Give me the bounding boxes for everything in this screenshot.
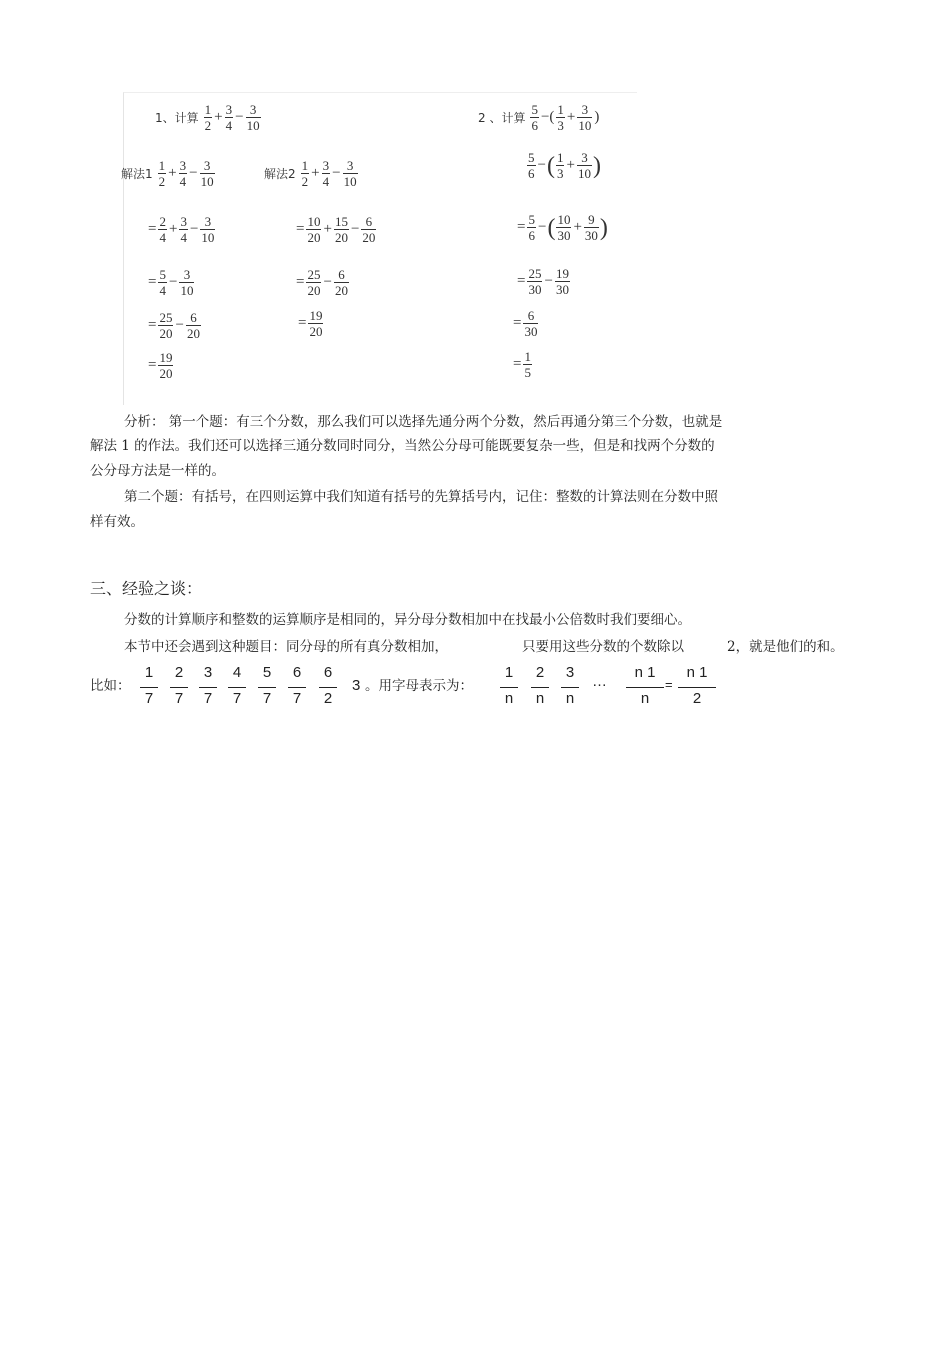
method-2-step-3: = $\frac{19}{20}$ xyxy=(298,308,323,339)
method-1-step-3: = $\frac{25}{20}$ − $\frac{6}{20}$ xyxy=(148,310,200,341)
problem-2-step-3: = $\frac{6}{30}$ xyxy=(513,308,538,339)
analysis-line-2: 解法 1 的作法。我们还可以选择三通分数同时同分，当然公分母可能既要复杂一些，但是和找两个分数的 xyxy=(90,438,715,454)
method-2-step-1: = $\frac{10}{20}$ + $\frac{15}{20}$ − $\frac{6}{20}$ xyxy=(296,214,376,245)
problem-2-step-4: = $\frac{1}{5}$ xyxy=(513,349,531,380)
ex-den: 7 xyxy=(203,690,213,707)
n-num: 2 xyxy=(535,664,545,681)
n-frac-2-num: n 1 xyxy=(686,664,708,681)
ex-num: 3 xyxy=(203,664,213,681)
ex-num: 2 xyxy=(174,664,184,681)
n-frac-2-den: 2 xyxy=(692,690,702,707)
n-num: 3 xyxy=(565,664,575,681)
n-frac-1-den: n xyxy=(640,690,650,707)
problem-2-step-0: 5 6 − ( 1 3 + $\frac{3}{10}$ ) xyxy=(528,150,601,181)
experience-line-2b: 只要用这些分数的个数除以 xyxy=(522,639,684,655)
ex-den: 7 xyxy=(232,690,242,707)
analysis-line-5: 样有效。 xyxy=(90,514,144,530)
ex-num: 6 xyxy=(323,664,333,681)
n-num: 1 xyxy=(504,664,514,681)
method-1-step-0: 解法1 1 2 + $\frac{3}{4}$ − $\frac{3}{10}$ xyxy=(121,158,214,189)
ellipsis: … xyxy=(592,673,607,690)
n-frac-1-num: n 1 xyxy=(634,664,656,681)
n-den: n xyxy=(535,690,545,707)
ex-den: 2 xyxy=(323,690,333,707)
ex-den: 7 xyxy=(174,690,184,707)
ex-den: 7 xyxy=(144,690,154,707)
analysis-line-3: 公分母方法是一样的。 xyxy=(90,463,225,479)
experience-line-2c: 2，就是他们的和。 xyxy=(727,639,844,655)
experience-line-2a: 本节中还会遇到这种题目：同分母的所有真分数相加， xyxy=(124,639,448,655)
n-den: n xyxy=(504,690,514,707)
experience-line-1: 分数的计算顺序和整数的运算顺序是相同的，异分母分数相加中在找最小公倍数时我们要细心。 xyxy=(124,612,691,628)
equals-sign: = xyxy=(665,677,673,692)
problem-2: 2 、计算 5 6 −( 1 3 + $\frac{3}{10}$ ) xyxy=(478,102,600,133)
method-2-step-0: 解法2 1 2 + $\frac{3}{4}$ − $\frac{3}{10}$ xyxy=(264,158,357,189)
method-1-step-4: = $\frac{19}{20}$ xyxy=(148,350,173,381)
ex-den: 7 xyxy=(292,690,302,707)
ex-num: 5 xyxy=(262,664,272,681)
method-2-label: 解法2 xyxy=(264,167,296,181)
method-1-label: 解法1 xyxy=(121,167,153,181)
method-2-step-2: = $\frac{25}{20}$ − $\frac{6}{20}$ xyxy=(296,267,348,298)
letter-label: 。用字母表示为： xyxy=(365,678,473,694)
section-heading: 三、经验之谈： xyxy=(90,579,203,598)
problem-2-step-1: = $\frac{5}{6}$ − ( 10 30 + $\frac{9}{30}$ ) xyxy=(517,212,608,243)
ex-den: 7 xyxy=(262,690,272,707)
example-result: 3 xyxy=(352,677,361,694)
problem-2-label: 2 、计算 xyxy=(478,111,526,125)
ex-num: 4 xyxy=(232,664,242,681)
ex-num: 6 xyxy=(292,664,302,681)
ex-num: 1 xyxy=(144,664,154,681)
problem-1-label: 1、计算 xyxy=(155,111,199,125)
n-den: n xyxy=(565,690,575,707)
problem-1: 1、计算 1 2 + $\frac{3}{4}$ − $\frac{3}{10}$ xyxy=(155,102,260,133)
method-1-step-1: = $\frac{2}{4}$ + $\frac{3}{4}$ − $\frac{3}{10}$ xyxy=(148,214,215,245)
example-label: 比如： xyxy=(90,678,131,694)
method-1-step-2: = $\frac{5}{4}$ − $\frac{3}{10}$ xyxy=(148,267,194,298)
analysis-line-1: 分析： 第一个题：有三个分数，那么我们可以选择先通分两个分数，然后再通分第三个分数，也就是 xyxy=(124,414,723,430)
analysis-line-4: 第二个题：有括号，在四则运算中我们知道有括号的先算括号内，记住：整数的计算法则在分数中照 xyxy=(124,489,718,505)
math-worked-examples-image xyxy=(123,92,637,405)
problem-2-step-2: = $\frac{25}{30}$ − $\frac{19}{30}$ xyxy=(517,266,569,297)
